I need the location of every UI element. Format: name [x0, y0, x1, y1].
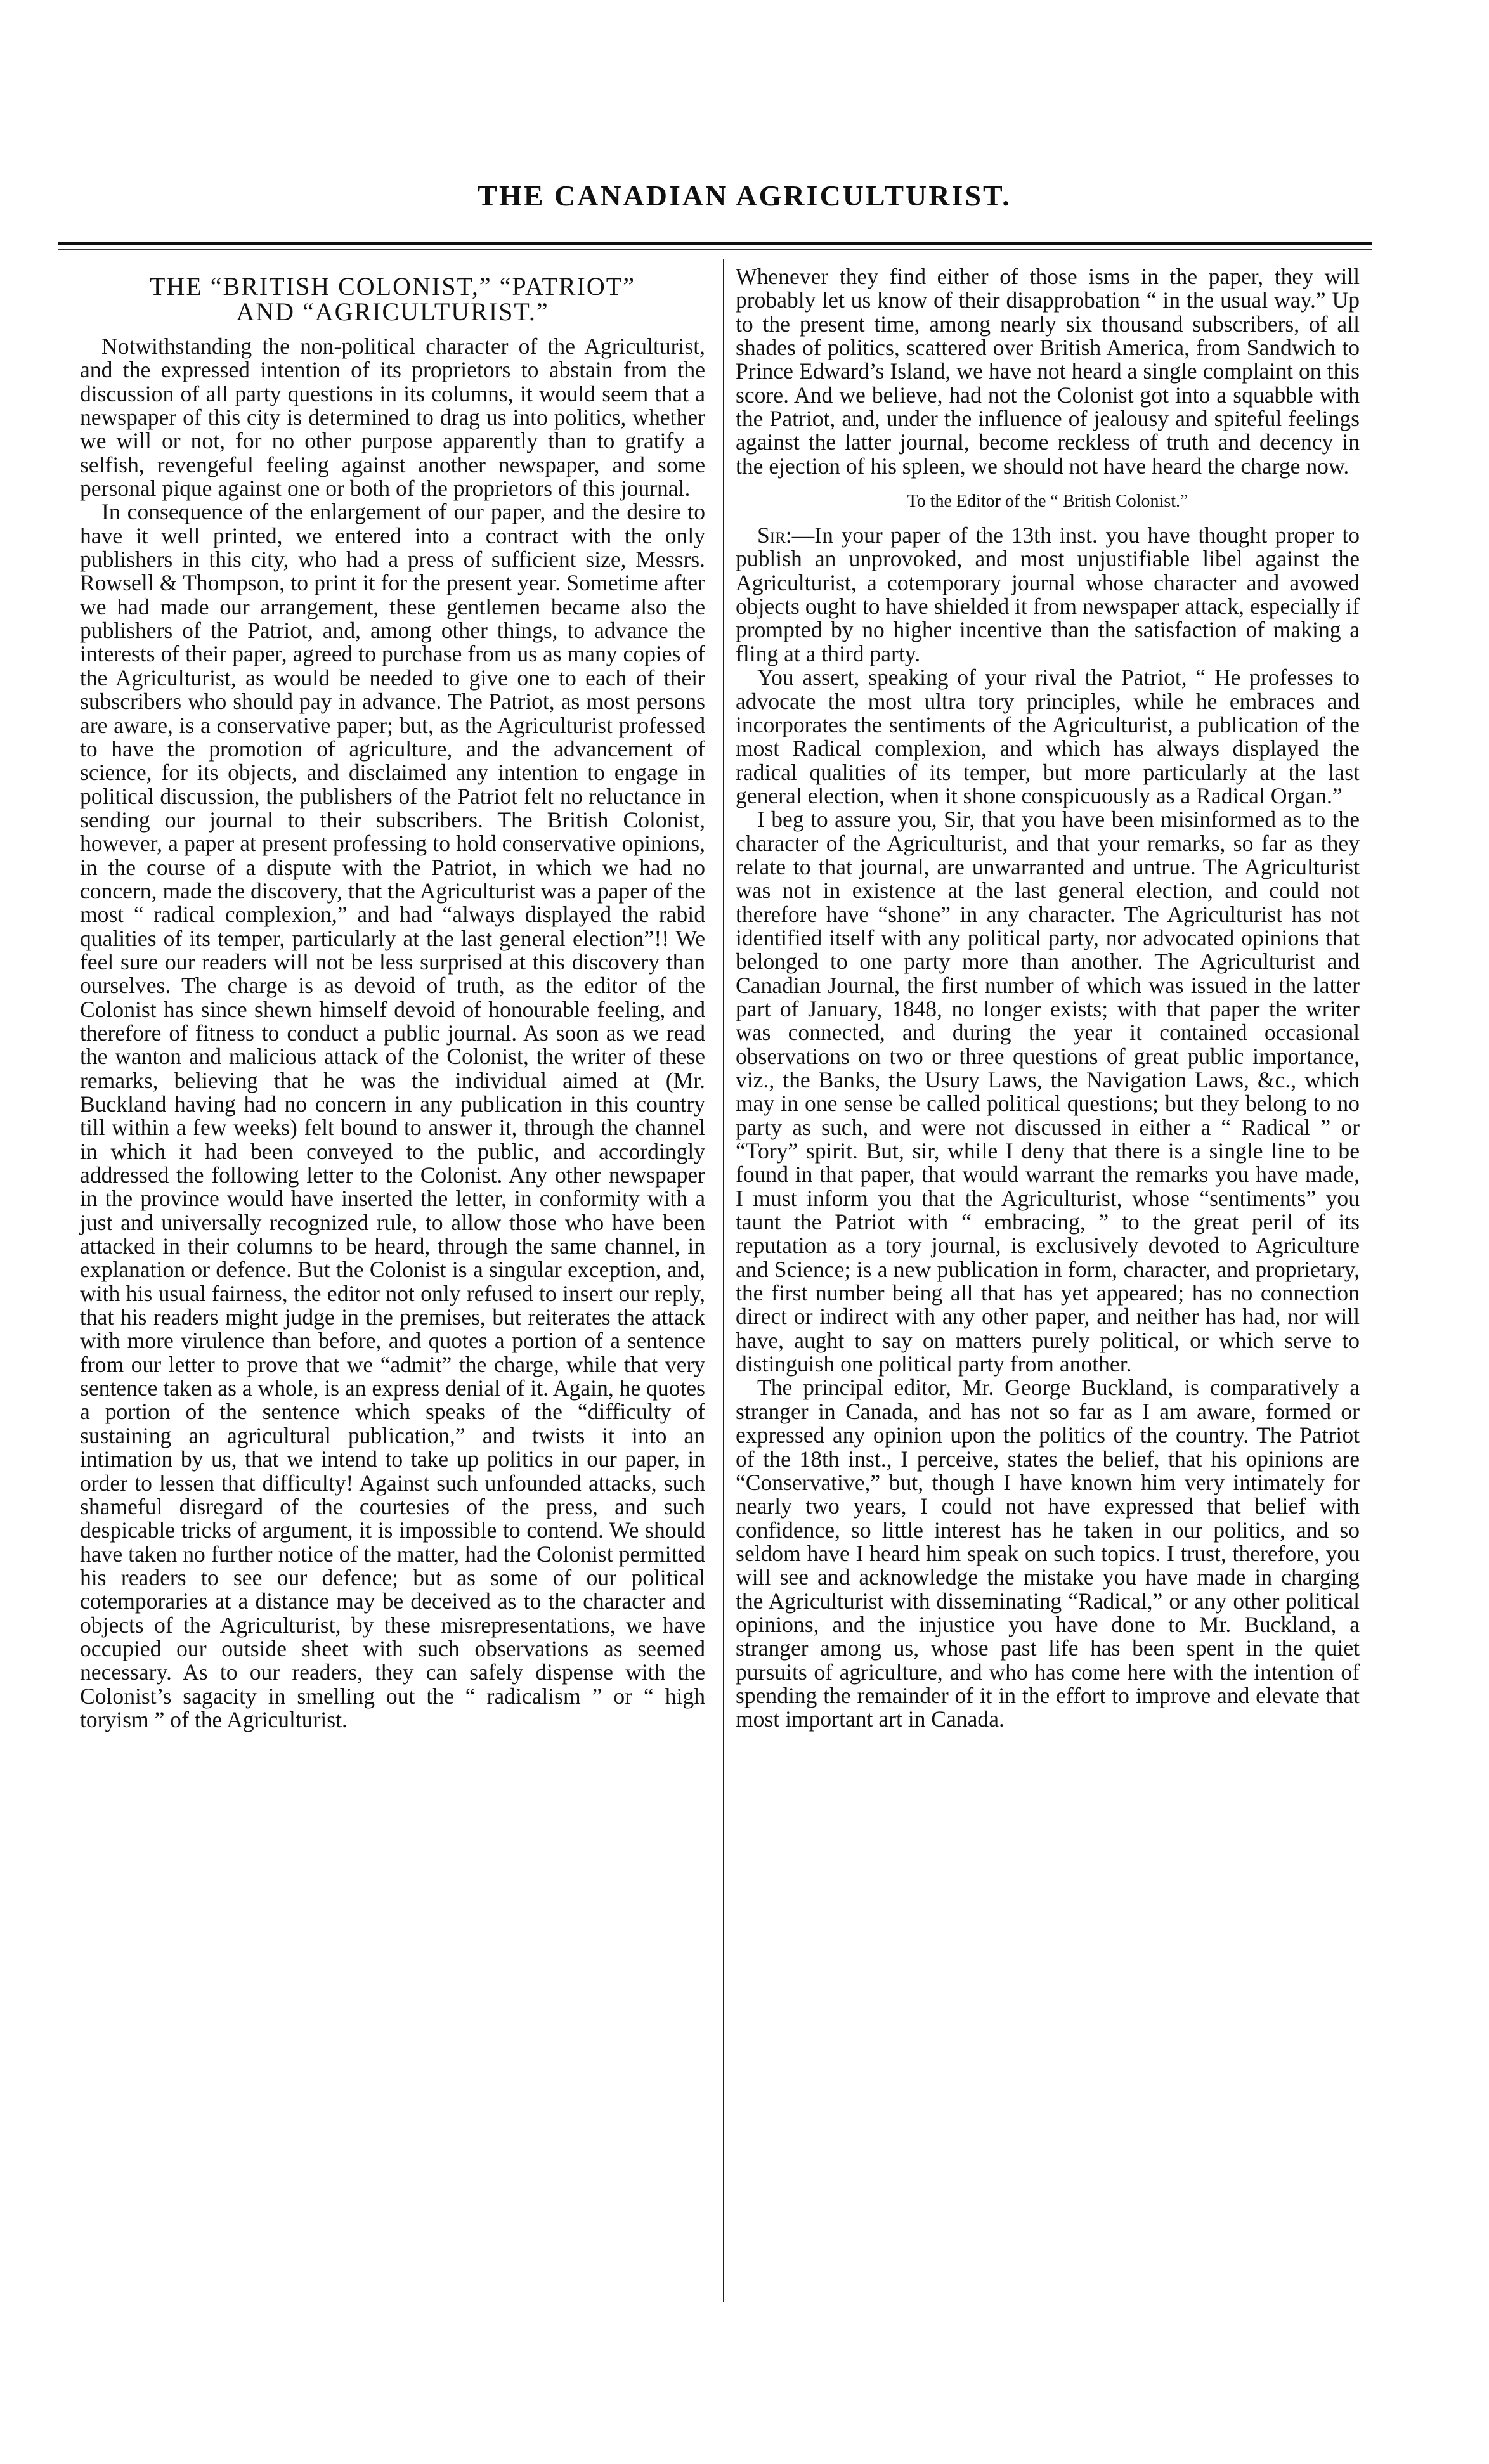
letter-paragraph-1 [736, 524, 1360, 666]
article-paragraph-2: In consequence of the enlargement of our paper, and the desire to have it well printed, we entered into a contract with the only publishers in this city, who had a press of sufficient size, Messrs. Rowsell & Thompson, to print it for the present year. Sometime after we had made our arrangement, these gentlemen became also the publishers of the Patriot, and, among other things, to advance the interests of their paper, agreed to purchase from us as many copies of the Agriculturist, as would be needed to give one to each of their subscribers who should pay in advance. The Patriot, as most persons are aware, is a conservative paper; but, as the Agriculturist professed to have the promotion of agriculture, and the advancement of science, for its objects, and disclaimed any intention to engage in political discussion, the publishers of the Patriot felt no reluctance in sending our journal to their subscribers. The British Colonist, however, a paper at present professing to hold conservative opinions, in the course of a dispute with the Patriot, in which we had no concern, made the discovery, that the Agriculturist was a paper of the most “ radical complexion,” and had “always displayed the rabid qualities of its temper, particularly at the last general election”!! We feel sure our readers will not be less surprised at this discovery than ourselves. The charge is as devoid of truth, as the editor of the Colonist has since shewn himself devoid of honourable feeling, and therefore of fitness to conduct a public journal. As soon as we read the wanton and malicious attack of the Colonist, the writer of these remarks, believing that he was the individual aimed at (Mr. Buckland having had no concern in any publication in this country till within a few weeks) felt bound to answer it, through the channel in which it had been conveyed to the public, and accordingly addressed the following letter to the Colonist. Any other newspaper in the province would have inserted the letter, in conformity with a just and universally recognized rule, to allow those who have been attacked in their columns to be heard, through the same channel, in explanation or defence. But the Colonist is a singular exception, and, with his usual fairness, the editor not only refused to insert our reply, that his readers might judge in the premises, but reiterates the attack with more virulence than before, and quotes a portion of a sentence from our letter to prove that we “admit” the charge, while that very sentence taken as a whole, is an express denial of it. Again, he quotes a portion of the sentence which speaks of the “difficulty of sustaining an agricultural publication,” and twists it into an intimation by us, that we intend to take up politics in our paper, in order to lessen that difficulty! Against such unfounded attacks, such shameful disregard of the courtesies of the press, and such despicable tricks of argument, it is impossible to contend. We should have taken no further notice of the matter, had the Colonist permitted his readers to see our defence; but as some of our political cotemporaries at a distance may be deceived as to the character and objects of the Agriculturist, by these misrepresentations, we have occupied our outside sheet with such observations as seemed necessary. As to our readers, they can safely dispense with the Colonist’s sagacity in smelling out the “ radicalism ” or “ high toryism ” of the Agriculturist. [80, 499, 706, 1732]
letter-paragraph-1-text: —In your paper of the 13th inst. you have thought proper to publish an unprovoked, and most unjustifiable libel against the Agriculturist, a cotemporary journal whose character and avowed objects ought to have shielded it from newspaper attack, especially if prompted by no higher incentive than the satisfaction of making a fling at a third party. [736, 522, 1360, 666]
letter-paragraph-4: The principal editor, Mr. George Buckland, is comparatively a stranger in Canada, and has not so far as I am aware, formed or expressed any opinion upon the politics of the country. The Patriot of the 18th inst., I perceive, states the belief, that his opinions are “Conservative,” but, though I have known him very intimately for nearly two years, I could not have expressed that belief with confidence, so little interest has he taken in our politics, and so seldom have I heard him speak on such topics. I trust, therefore, you will see and acknowledge the mistake you have made in charging the Agriculturist with disseminating “Radical,” or any other political opinions, and the injustice you have done to Mr. Buckland, a stranger among us, whose past life has been spent in the quiet pursuits of agriculture, and who has come here with the intention of spending the remainder of it in the effort to improve and elevate that most important art in Canada. [736, 1375, 1360, 1732]
article-title-line1: THE “BRITISH COLONIST,” “PATRIOT” [150, 272, 635, 301]
column-rule [723, 259, 724, 2302]
letter-salutation: Sir: [757, 522, 792, 548]
letter-paragraph-3: I beg to assure you, Sir, that you have been misinformed as to the character of the Agriculturist, and that your remarks, so far as they relate to that journal, are unwarranted and untrue. The Agriculturist was not in existence at the last general election, and could not therefore have “shone” in any character. The Agriculturist has not identified itself with any political party, nor advocated opinions that belonged to one party more than another. The Agriculturist and Canadian Journal, the first number of which was issued in the latter part of January, 1848, no longer exists; with that paper the writer was connected, and during the year it contained occasional observations on two or three questions of great public importance, viz., the Banks, the Usury Laws, the Navigation Laws, &c., which may in one sense be called political questions; but they belong to no party as such, and were not discussed in either a “ Radical ” or “Tory” spirit. But, sir, while I deny that there is a single line to be found in that paper, that would warrant the remarks you have made, I must inform you that the Agriculturist, whose “sentiments” you taunt the Patriot with “ embracing, ” to the great peril of its reputation as a tory journal, is exclusively devoted to Agriculture and Science; is a new publication in form, character, and proprietary, the first number being all that has yet appeared; has no connection direct or indirect with any other paper, and neither has had, nor will have, aught to say on matters purely political, or which serve to distinguish one political party from another. [736, 807, 1360, 1377]
right-column [736, 265, 1360, 1732]
running-head: THE CANADIAN AGRICULTURIST. [478, 179, 1011, 212]
letter-heading: To the Editor of the “ British Colonist.” [907, 491, 1188, 512]
article-paragraph-3: Whenever they find either of those isms in the paper, they will probably let us know of their disapprobation “ in the usual way.” Up to the present time, among nearly six thousand subscribers, of all shades of politics, scattered over British America, from Sandwich to Prince Edward’s Island, we have not heard a single complaint on this score. And we believe, had not the Colonist got into a squabble with the Patriot, and, under the influence of jealousy and spiteful feelings against the latter journal, become reckless of truth and decency in the ejection of his spleen, we should not have heard the charge now. [736, 264, 1360, 479]
article-paragraph-1: Notwithstanding the non-political character of the Agriculturist, and the expressed intention of its proprietors to abstain from the discussion of all party questions in its columns, it would seem that a newspaper of this city is determined to drag us into politics, whether we will or not, for no other purpose apparently than to gratify a selfish, revengeful feeling against another newspaper, and some personal pique against one or both of the proprietors of this journal. [80, 334, 705, 502]
article-title [80, 274, 705, 325]
left-column [80, 265, 705, 1732]
letter-paragraph-2: You assert, speaking of your rival the Patriot, “ He professes to advocate the most ultra tory principles, while he embraces and incorporates the sentiments of the Agriculturist, a publication of the most Radical complexion, and which has always displayed the radical qualities of its temper, but more particularly at the last general election, when it shone conspicuously as a Radical Organ.” [736, 665, 1360, 808]
header-rule-thin [58, 249, 1372, 250]
article-title-line2: AND “AGRICULTURIST.” [236, 297, 549, 326]
header-rule [58, 242, 1372, 245]
